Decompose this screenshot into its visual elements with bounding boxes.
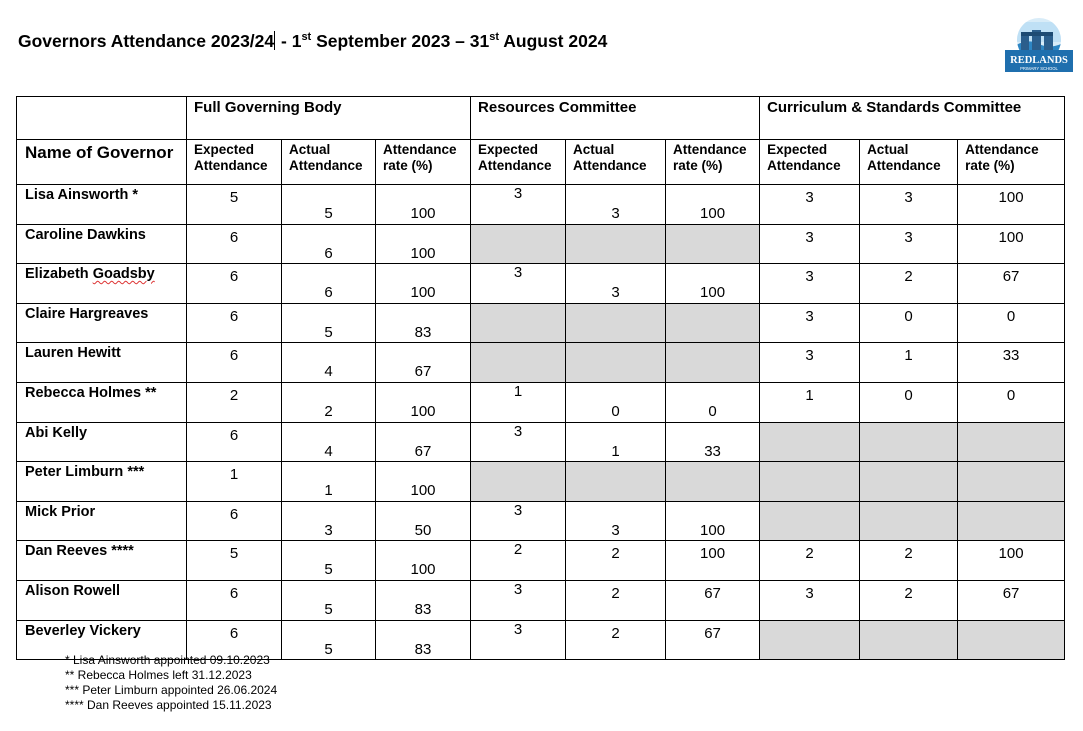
fgb-actual-cell <box>282 264 376 304</box>
res-rate-value: 0 <box>708 402 717 420</box>
cur-actual-cell <box>860 382 958 422</box>
governor-name: Lisa Ainsworth * <box>17 185 187 225</box>
cur-rate-value: 100 <box>998 545 1024 563</box>
res-expected-value: 3 <box>513 264 523 282</box>
fgb-rate-value: 100 <box>410 244 436 262</box>
fgb-expected-value: 6 <box>229 307 239 325</box>
cur-rate-value: 0 <box>1006 386 1016 404</box>
name-column-header: Name of Governor <box>17 140 187 185</box>
fgb-actual-value: 5 <box>324 640 333 658</box>
cur-rate-value: 100 <box>998 189 1024 206</box>
fgb-expected-cell <box>187 422 282 462</box>
fgb-expected-cell <box>187 264 282 304</box>
res-rate-cell <box>666 422 760 462</box>
res-expected-value: 3 <box>513 501 523 519</box>
fgb-rate-value: 83 <box>414 323 432 341</box>
cur-rate-cell <box>958 580 1065 620</box>
res-rate-cell <box>666 541 760 581</box>
empty-cell <box>666 224 760 264</box>
cur-rate-value: 33 <box>1002 347 1020 365</box>
res-actual-cell <box>566 620 666 660</box>
title-superscript: st <box>301 31 312 43</box>
fgb-expected-value: 6 <box>229 228 239 246</box>
empty-cell <box>471 343 566 383</box>
cur-expected-cell <box>760 382 860 422</box>
fgb-expected-cell <box>187 343 282 383</box>
fgb-expected-value: 5 <box>229 189 239 206</box>
empty-cell <box>958 422 1065 462</box>
fgb-expected-value: 6 <box>229 426 239 444</box>
table-row <box>17 462 1065 502</box>
cur-actual-value: 2 <box>904 545 913 563</box>
cur-actual-value: 0 <box>904 307 913 325</box>
cur-expected-cell <box>760 185 860 225</box>
cur-actual-cell <box>860 303 958 343</box>
table-row <box>17 422 1065 462</box>
title-superscript: st <box>489 31 500 43</box>
empty-cell <box>471 303 566 343</box>
res-rate-cell <box>666 185 760 225</box>
res-actual-value: 3 <box>611 521 620 539</box>
title-range-part: - 1 <box>276 31 302 51</box>
cur-actual-value: 1 <box>904 347 913 365</box>
fgb-actual-value: 5 <box>324 561 333 579</box>
fgb-rate-value: 100 <box>410 205 436 222</box>
res-actual-cell <box>566 264 666 304</box>
fgb-expected-cell <box>187 224 282 264</box>
empty-cell <box>566 343 666 383</box>
group-header-fgb: Full Governing Body <box>187 97 471 140</box>
fgb-actual-value: 4 <box>324 442 333 460</box>
table-row <box>17 541 1065 581</box>
fgb-expected-value: 5 <box>229 545 239 563</box>
res-expected-cell <box>471 580 566 620</box>
table-row <box>17 264 1065 304</box>
empty-cell <box>471 224 566 264</box>
footnote: * Lisa Ainsworth appointed 09.10.2023 <box>65 653 270 667</box>
empty-cell <box>666 303 760 343</box>
table-row <box>17 580 1065 620</box>
res-expected-value: 3 <box>513 620 523 638</box>
fgb-actual-value: 6 <box>324 244 333 262</box>
cur-expected-cell <box>760 264 860 304</box>
cur-expected-cell <box>760 224 860 264</box>
cur-rate-value: 67 <box>1002 584 1020 602</box>
empty-cell <box>958 501 1065 541</box>
fgb-expected-value: 6 <box>229 584 239 602</box>
governor-name: Rebecca Holmes ** <box>17 382 187 422</box>
logo-subtext: PRIMARY SCHOOL <box>1020 66 1058 71</box>
cur-expected-cell <box>760 580 860 620</box>
res-expected-value: 3 <box>513 580 523 598</box>
title-range-part: September 2023 – 31 <box>311 31 490 51</box>
fgb-rate-cell <box>376 620 471 660</box>
empty-cell <box>471 462 566 502</box>
cur-rate-cell <box>958 541 1065 581</box>
res-actual-value: 3 <box>611 284 620 302</box>
fgb-actual-cell <box>282 462 376 502</box>
fgb-actual-value: 5 <box>324 323 333 341</box>
res-rate-cell <box>666 580 760 620</box>
cur-actual-cell <box>860 264 958 304</box>
subheader-rate: Attendance rate (%) <box>958 140 1065 185</box>
attendance-table <box>16 96 1065 660</box>
school-logo <box>1003 12 1075 74</box>
empty-cell <box>958 620 1065 660</box>
governor-name: Lauren Hewitt <box>17 343 187 383</box>
subheader-expected: Expected Attendance <box>471 140 566 185</box>
empty-cell <box>860 422 958 462</box>
text-cursor <box>274 31 275 50</box>
cur-actual-cell <box>860 185 958 225</box>
subheader-actual: Actual Attendance <box>282 140 376 185</box>
cur-actual-cell <box>860 224 958 264</box>
fgb-actual-cell <box>282 185 376 225</box>
cur-actual-value: 3 <box>904 228 913 246</box>
governor-name: Caroline Dawkins <box>17 224 187 264</box>
fgb-expected-value: 6 <box>229 347 239 365</box>
cur-expected-cell <box>760 303 860 343</box>
table-row <box>17 224 1065 264</box>
res-actual-value: 2 <box>611 584 620 602</box>
fgb-rate-cell <box>376 382 471 422</box>
res-rate-cell <box>666 501 760 541</box>
fgb-rate-cell <box>376 343 471 383</box>
fgb-rate-value: 67 <box>414 442 432 460</box>
res-expected-cell <box>471 541 566 581</box>
res-actual-cell <box>566 185 666 225</box>
res-expected-cell <box>471 422 566 462</box>
cur-actual-cell <box>860 541 958 581</box>
fgb-rate-value: 100 <box>410 402 436 420</box>
logo-wordmark: REDLANDS <box>1010 55 1068 66</box>
table-row <box>17 303 1065 343</box>
table-row <box>17 382 1065 422</box>
cur-expected-value: 2 <box>805 545 814 563</box>
cur-expected-value: 3 <box>805 228 814 246</box>
res-expected-cell <box>471 620 566 660</box>
spellcheck-flagged-word: Goadsby <box>92 266 155 283</box>
fgb-actual-cell <box>282 541 376 581</box>
fgb-actual-cell <box>282 303 376 343</box>
governor-name: Claire Hargreaves <box>17 303 187 343</box>
cur-actual-value: 2 <box>904 584 913 602</box>
fgb-expected-cell <box>187 541 282 581</box>
fgb-rate-value: 100 <box>410 482 436 500</box>
fgb-rate-value: 50 <box>414 521 432 539</box>
res-actual-cell <box>566 501 666 541</box>
res-rate-value: 67 <box>704 584 721 602</box>
cur-actual-cell <box>860 343 958 383</box>
fgb-expected-value: 6 <box>229 624 239 642</box>
cur-expected-value: 3 <box>805 189 814 206</box>
fgb-actual-cell <box>282 580 376 620</box>
footnote: *** Peter Limburn appointed 26.06.2024 <box>65 683 278 697</box>
cur-rate-cell <box>958 224 1065 264</box>
fgb-rate-cell <box>376 580 471 620</box>
fgb-actual-cell <box>282 620 376 660</box>
res-rate-cell <box>666 620 760 660</box>
res-rate-cell <box>666 382 760 422</box>
cur-actual-value: 0 <box>904 386 913 404</box>
fgb-actual-cell <box>282 501 376 541</box>
governor-name: Alison Rowell <box>17 580 187 620</box>
cur-expected-value: 3 <box>805 268 814 286</box>
cur-expected-value: 3 <box>805 347 814 365</box>
empty-cell <box>566 224 666 264</box>
res-actual-value: 0 <box>611 402 620 420</box>
subheader-actual: Actual Attendance <box>860 140 958 185</box>
subheader-expected: Expected Attendance <box>187 140 282 185</box>
fgb-expected-cell <box>187 382 282 422</box>
res-expected-cell <box>471 185 566 225</box>
empty-cell <box>860 620 958 660</box>
fgb-actual-value: 2 <box>324 402 333 420</box>
fgb-rate-value: 83 <box>414 640 432 658</box>
fgb-rate-value: 100 <box>410 284 436 302</box>
cur-rate-value: 100 <box>998 228 1024 246</box>
fgb-expected-cell <box>187 303 282 343</box>
fgb-actual-value: 1 <box>324 482 333 500</box>
cur-rate-cell <box>958 264 1065 304</box>
table-row <box>17 501 1065 541</box>
subheader-actual: Actual Attendance <box>566 140 666 185</box>
cur-rate-cell <box>958 343 1065 383</box>
fgb-rate-cell <box>376 422 471 462</box>
res-actual-value: 2 <box>611 624 620 642</box>
fgb-rate-cell <box>376 462 471 502</box>
governor-name: Abi Kelly <box>17 422 187 462</box>
fgb-expected-value: 1 <box>229 466 239 484</box>
cur-actual-value: 2 <box>904 268 913 286</box>
cur-actual-cell <box>860 580 958 620</box>
empty-cell <box>860 462 958 502</box>
res-expected-cell <box>471 501 566 541</box>
res-actual-cell <box>566 541 666 581</box>
fgb-expected-value: 6 <box>229 268 239 286</box>
res-expected-value: 2 <box>513 541 523 559</box>
fgb-expected-cell <box>187 580 282 620</box>
fgb-rate-value: 83 <box>414 600 432 618</box>
fgb-expected-cell <box>187 501 282 541</box>
fgb-actual-cell <box>282 422 376 462</box>
fgb-rate-cell <box>376 303 471 343</box>
page-title <box>18 31 607 52</box>
empty-cell <box>566 303 666 343</box>
governor-name: Dan Reeves **** <box>17 541 187 581</box>
empty-cell <box>566 462 666 502</box>
res-actual-value: 3 <box>611 205 620 222</box>
res-rate-value: 100 <box>700 521 726 539</box>
title-main: Governors Attendance 2023/24 <box>18 31 275 51</box>
group-header-resources: Resources Committee <box>471 97 760 140</box>
fgb-rate-value: 100 <box>410 561 436 579</box>
empty-cell <box>760 501 860 541</box>
empty-cell <box>860 501 958 541</box>
subheader-rate: Attendance rate (%) <box>376 140 471 185</box>
footnote: ** Rebecca Holmes left 31.12.2023 <box>65 668 252 682</box>
subheader-rate: Attendance rate (%) <box>666 140 760 185</box>
cur-rate-value: 67 <box>1002 268 1020 286</box>
fgb-actual-cell <box>282 224 376 264</box>
fgb-actual-cell <box>282 382 376 422</box>
fgb-actual-value: 5 <box>324 600 333 618</box>
cur-expected-cell <box>760 343 860 383</box>
res-rate-value: 33 <box>704 442 721 460</box>
cur-rate-value: 0 <box>1006 307 1016 325</box>
governor-name: Elizabeth Goadsby <box>17 264 187 304</box>
fgb-actual-value: 3 <box>324 521 333 539</box>
governor-name: Peter Limburn *** <box>17 462 187 502</box>
title-range-part: August 2024 <box>499 31 608 51</box>
empty-cell <box>760 462 860 502</box>
res-rate-value: 67 <box>704 624 721 642</box>
fgb-expected-value: 2 <box>229 386 239 404</box>
fgb-rate-value: 67 <box>414 363 432 381</box>
fgb-rate-cell <box>376 541 471 581</box>
governor-name: Beverley Vickery <box>17 620 187 660</box>
fgb-rate-cell <box>376 501 471 541</box>
empty-cell <box>760 620 860 660</box>
cur-actual-value: 3 <box>904 189 913 206</box>
cur-rate-cell <box>958 185 1065 225</box>
res-expected-cell <box>471 264 566 304</box>
fgb-actual-value: 6 <box>324 284 333 302</box>
fgb-expected-value: 6 <box>229 505 239 523</box>
footnote: **** Dan Reeves appointed 15.11.2023 <box>65 698 272 712</box>
subheader-expected: Expected Attendance <box>760 140 860 185</box>
corner-cell <box>17 97 187 140</box>
res-rate-cell <box>666 264 760 304</box>
governor-name: Mick Prior <box>17 501 187 541</box>
cur-expected-value: 3 <box>805 584 814 602</box>
empty-cell <box>666 462 760 502</box>
group-header-curriculum: Curriculum & Standards Committee <box>760 97 1065 140</box>
res-expected-value: 3 <box>513 185 523 202</box>
res-actual-value: 2 <box>611 545 620 563</box>
cur-rate-cell <box>958 382 1065 422</box>
fgb-actual-value: 4 <box>324 363 333 381</box>
empty-cell <box>958 462 1065 502</box>
res-actual-cell <box>566 580 666 620</box>
res-expected-value: 3 <box>513 422 523 440</box>
empty-cell <box>760 422 860 462</box>
res-rate-value: 100 <box>700 545 726 563</box>
res-actual-cell <box>566 382 666 422</box>
cur-expected-value: 1 <box>805 386 814 404</box>
res-expected-cell <box>471 382 566 422</box>
footnotes <box>65 653 277 713</box>
res-expected-value: 1 <box>513 382 523 400</box>
table-row <box>17 343 1065 383</box>
fgb-rate-cell <box>376 264 471 304</box>
res-rate-value: 100 <box>700 205 726 222</box>
fgb-actual-value: 5 <box>324 205 333 222</box>
fgb-rate-cell <box>376 185 471 225</box>
res-actual-cell <box>566 422 666 462</box>
table-row <box>17 185 1065 225</box>
res-actual-value: 1 <box>611 442 620 460</box>
fgb-rate-cell <box>376 224 471 264</box>
fgb-expected-cell <box>187 185 282 225</box>
empty-cell <box>666 343 760 383</box>
cur-expected-value: 3 <box>805 307 814 325</box>
cur-expected-cell <box>760 541 860 581</box>
fgb-actual-cell <box>282 343 376 383</box>
cur-rate-cell <box>958 303 1065 343</box>
res-rate-value: 100 <box>700 284 726 302</box>
fgb-expected-cell <box>187 462 282 502</box>
